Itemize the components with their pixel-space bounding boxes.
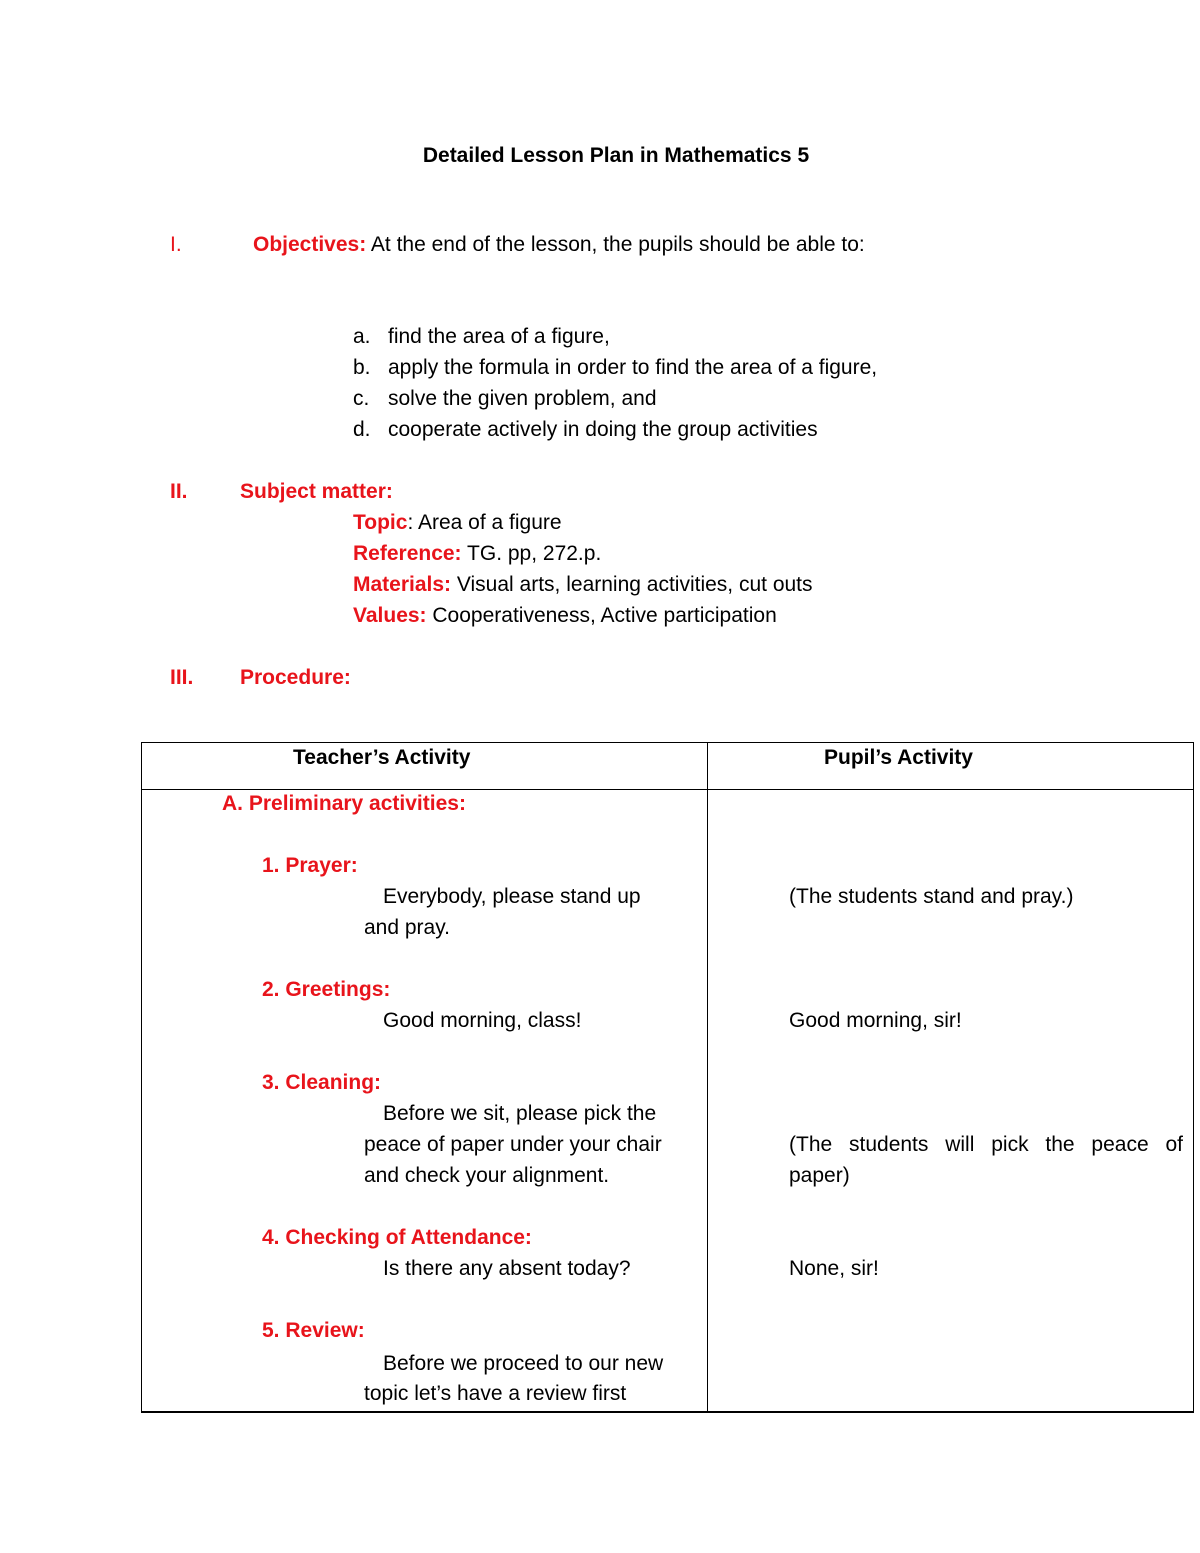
list-item-marker: a. (353, 325, 371, 348)
table-border-left (141, 742, 142, 1413)
reference-label: Reference: (353, 542, 462, 565)
subject-matter-heading: Subject matter: (240, 480, 393, 503)
teacher-line: Everybody, please stand up (383, 885, 641, 908)
values-label: Values: (353, 604, 427, 627)
step-heading-prayer: 1. Prayer: (262, 854, 358, 877)
list-item-marker: b. (353, 356, 371, 379)
table-header-teacher: Teacher’s Activity (293, 746, 471, 769)
teacher-line: and pray. (364, 916, 450, 939)
pupil-line: Good morning, sir! (789, 1009, 962, 1032)
list-item: find the area of a figure, (388, 325, 610, 348)
pupil-line: (The students stand and pray.) (789, 885, 1074, 908)
reference-value: TG. pp, 272.p. (467, 542, 602, 565)
materials-value: Visual arts, learning activities, cut outs (456, 573, 813, 596)
teacher-line: peace of paper under your chair (364, 1133, 662, 1156)
list-item-marker: d. (353, 418, 371, 441)
teacher-line: Before we proceed to our new (383, 1352, 664, 1375)
part-a-heading: A. Preliminary activities: (222, 792, 466, 815)
list-item: apply the formula in order to find the area of a figure, (388, 356, 878, 379)
teacher-line: Is there any absent today? (383, 1257, 631, 1280)
page-title: Detailed Lesson Plan in Mathematics 5 (422, 144, 810, 167)
pupil-line: paper) (789, 1164, 850, 1187)
table-header-pupil: Pupil’s Activity (824, 746, 973, 769)
section-numeral-objectives: I. (170, 233, 182, 256)
table-border-right (1193, 742, 1194, 1413)
teacher-line: Before we sit, please pick the (383, 1102, 657, 1125)
objectives-line (253, 229, 865, 260)
materials-label: Materials: (353, 573, 452, 596)
list-item: cooperate actively in doing the group activities (388, 418, 818, 441)
step-heading-greetings: 2. Greetings: (262, 978, 391, 1001)
table-border-bottom (141, 1411, 1194, 1413)
teacher-line: and check your alignment. (364, 1164, 610, 1187)
objectives-heading: Objectives: (253, 233, 367, 256)
pupil-line: None, sir! (789, 1257, 879, 1280)
teacher-line: Good morning, class! (383, 1009, 582, 1032)
step-heading-attendance: 4. Checking of Attendance: (262, 1226, 532, 1249)
teacher-line: topic let’s have a review first (364, 1382, 627, 1405)
topic-label: Topic (353, 511, 408, 534)
subject-reference (353, 538, 601, 569)
procedure-heading: Procedure: (240, 666, 351, 689)
subject-topic (353, 507, 562, 538)
section-numeral-procedure: III. (170, 666, 194, 689)
pupil-line: (The students will pick the peace of (789, 1133, 1183, 1156)
section-numeral-subject: II. (170, 480, 188, 503)
subject-materials (353, 569, 813, 600)
values-value: Cooperativeness, Active participation (432, 604, 777, 627)
table-column-divider (707, 742, 708, 1413)
objectives-intro: At the end of the lesson, the pupils should be able to: (366, 233, 865, 256)
list-item-marker: c. (353, 387, 370, 410)
list-item: solve the given problem, and (388, 387, 657, 410)
step-heading-cleaning: 3. Cleaning: (262, 1071, 382, 1094)
topic-value: Area of a figure (417, 511, 562, 534)
subject-values (353, 600, 777, 631)
step-heading-review: 5. Review: (262, 1319, 365, 1342)
topic-sep: : (407, 511, 418, 534)
